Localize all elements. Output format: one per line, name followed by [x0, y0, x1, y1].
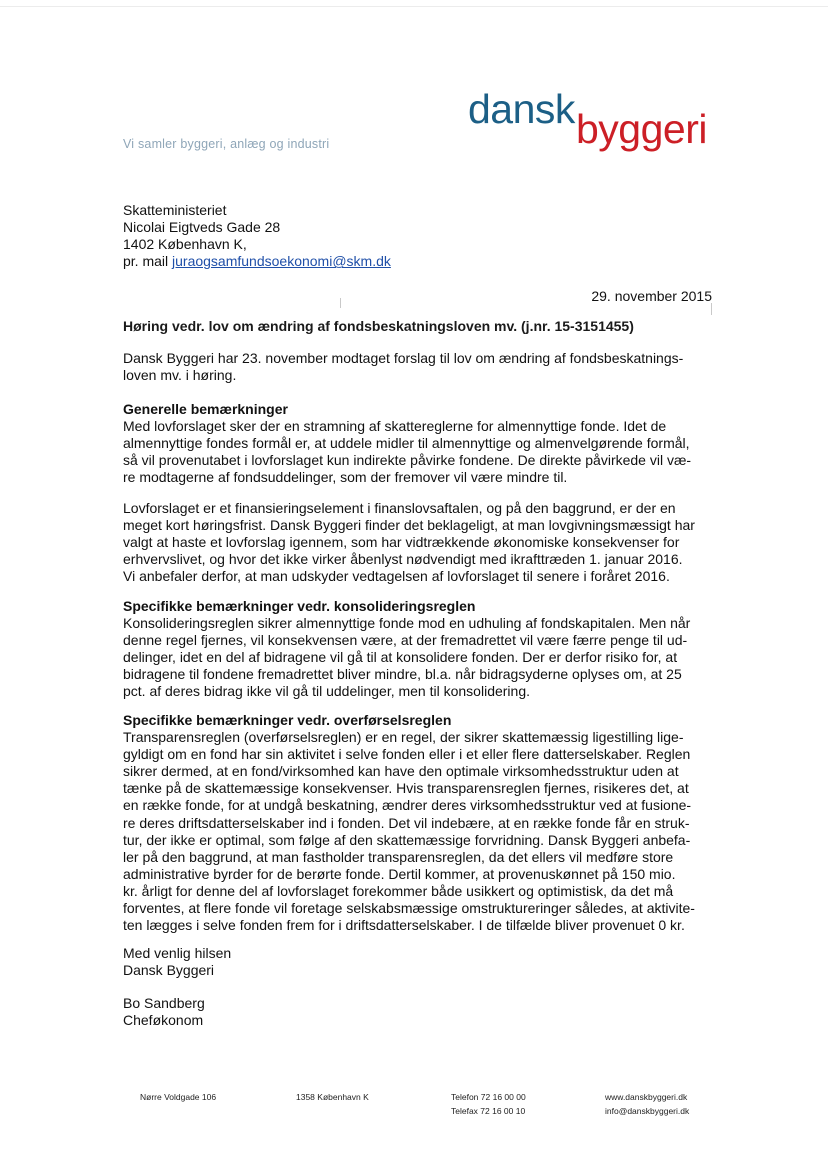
- text-line: Vi anbefaler derfor, at man udskyder vedtagelsen af lovforslaget til senere i foråret 2016.: [123, 568, 670, 585]
- mail-prefix: pr. mail: [123, 253, 173, 270]
- text-line: kr. årligt for denne del af lovforslaget forekommer både usikkert og optimistisk, da det må: [123, 882, 674, 899]
- footer-phone-block: [451, 1090, 526, 1118]
- letter-subject: Høring vedr. lov om ændring af fondsbeskatningsloven mv. (j.nr. 15-3151455): [123, 318, 634, 334]
- text-line: ten lægges i selve fonden frem for i driftsdatterselskaber. I de tilfælde bliver provenuet 0 kr.: [123, 917, 685, 934]
- signature-block: [123, 995, 713, 1029]
- text-line: re modtagerne af fondsuddelinger, som der fremover vil være mindre til.: [123, 469, 568, 486]
- text-line: tur, der ikke er optimal, som følge af den skattemæssige forvridning. Dansk Byggeri anbefa-: [123, 831, 691, 848]
- text-line: Dansk Byggeri har 23. november modtaget forslag til lov om ændring af fondsbeskatnings-: [123, 350, 684, 366]
- text-line: erhvervslivet, og hvor det ikke virker åbenlyst nødvendigt med ikrafttræden 1. januar 2016.: [123, 551, 683, 568]
- footer-fax: Telefax 72 16 00 10: [451, 1106, 526, 1116]
- recipient-line: Nicolai Eigtveds Gade 28: [123, 219, 281, 236]
- text-line: Konsolideringsreglen sikrer almennyttige fonde mod en udhuling af fondskapitalen. Men når: [123, 615, 691, 632]
- section-consolidation: [123, 598, 713, 701]
- text-line: en række fonde, for at undgå beskatning, ændrer deres virksomhedsstruktur ved at fusione-: [123, 797, 692, 814]
- text-line: pct. af deres bidrag ikke vil gå til uddelinger, men til konsolidering.: [123, 683, 530, 700]
- footer-website-link[interactable]: www.danskbyggeri.dk: [605, 1092, 688, 1102]
- sender-company: Dansk Byggeri: [123, 962, 215, 979]
- greeting-line: Med venlig hilsen: [123, 945, 232, 961]
- text-line: bidragene til fondene fremadrettet bliver mindre, bl.a. når bidragsyderne oplyses om, at 25: [123, 666, 682, 683]
- text-line: re deres driftsdatterselskaber ind i fonden. Det vil indebære, at en række fonde får en struk-: [123, 814, 690, 831]
- section-heading: Specifikke bemærkninger vedr. konsolideringsreglen: [123, 598, 476, 614]
- recipient-line: 1402 København K,: [123, 236, 247, 253]
- text-line: meget kort høringsfrist. Dansk Byggeri finder det beklageligt, at man lovgivningsmæssigt har: [123, 517, 695, 534]
- footer-street: Nørre Voldgade 106: [140, 1092, 217, 1102]
- dansk-byggeri-logo: [468, 86, 718, 156]
- recipient-address: [123, 202, 391, 270]
- recipient-line: Skatteministeriet: [123, 202, 227, 218]
- signer-name: Bo Sandberg: [123, 995, 205, 1011]
- footer-phone: Telefon 72 16 00 00: [451, 1092, 526, 1102]
- section-general: [123, 401, 713, 486]
- footer-contact-block: [605, 1090, 689, 1118]
- text-line: administrative byrder for de berørte fonde. Dertil kommer, at provenuskønnet på 150 mio.: [123, 865, 676, 882]
- text-line: så vil provenutabet i lovforslaget kun indirekte påvirke fondene. De direkte påvirkede vil væ-: [123, 452, 692, 469]
- intro-paragraph: [123, 350, 713, 384]
- signer-title: Cheføkonom: [123, 1012, 204, 1029]
- text-line: almennyttige fondes formål er, at uddele midler til almennyttige og almenvelgørende formål,: [123, 435, 690, 452]
- recipient-mail-line: [123, 253, 391, 270]
- scan-edge-line: [0, 6, 828, 7]
- company-tagline: Vi samler byggeri, anlæg og industri: [123, 137, 330, 151]
- text-line: forventes, at flere fonde vil foretage selskabsmæssige omstruktureringer således, at aktivite-: [123, 900, 695, 917]
- section-general-paragraph-2: [123, 500, 713, 585]
- text-line: ler på den baggrund, at man fastholder transparensreglen, da det ellers vil medføre store: [123, 848, 674, 865]
- text-line: Med lovforslaget sker der en stramning af skattereglerne for almennyttige fonde. Idet de: [123, 418, 667, 435]
- logo-text-byggeri: byggeri: [576, 106, 707, 152]
- recipient-email-link[interactable]: juraogsamfundsoekonomi@skm.dk: [172, 253, 391, 270]
- text-line: gyldigt om en fond har sin aktivitet i selve fonden eller i et eller flere datterselskaber. Reglen: [123, 746, 691, 763]
- text-line: delinger, idet en del af bidragene vil gå til at konsolidere fonden. Der er derfor risiko for, at: [123, 649, 678, 666]
- footer-city: 1358 København K: [296, 1092, 369, 1102]
- text-line: loven mv. i høring.: [123, 367, 237, 384]
- footer-email-link[interactable]: info@danskbyggeri.dk: [605, 1106, 690, 1116]
- text-line: denne regel fjernes, vil konsekvensen være, at der fremadrettet vil være færre penge til ud-: [123, 632, 688, 649]
- text-line: Lovforslaget er et finansieringselement i finanslovsaftalen, og på den baggrund, er der en: [123, 500, 676, 516]
- letter-date: 29. november 2015: [591, 288, 712, 304]
- text-line: Transparensreglen (overførselsreglen) er en regel, der sikrer skattemæssig ligestilling lige-: [123, 729, 684, 746]
- text-line: valgt at haste et lovforslag igennem, som har vidtrækkende økonomiske konsekvenser for: [123, 534, 680, 551]
- section-heading: Specifikke bemærkninger vedr. overførselsreglen: [123, 712, 452, 728]
- section-heading: Generelle bemærkninger: [123, 401, 288, 417]
- logo-text-dansk: dansk: [468, 86, 575, 132]
- section-transfer: [123, 712, 713, 934]
- scan-mark: [340, 298, 341, 308]
- text-line: tænke på de skattemæssige konsekvenser. Hvis transparensreglen fjernes, risikeres det, at: [123, 780, 689, 797]
- text-line: sikrer dermed, at en fond/virksomhed kan have den optimale virksomhedsstruktur uden at: [123, 763, 679, 780]
- closing-greeting: [123, 945, 713, 979]
